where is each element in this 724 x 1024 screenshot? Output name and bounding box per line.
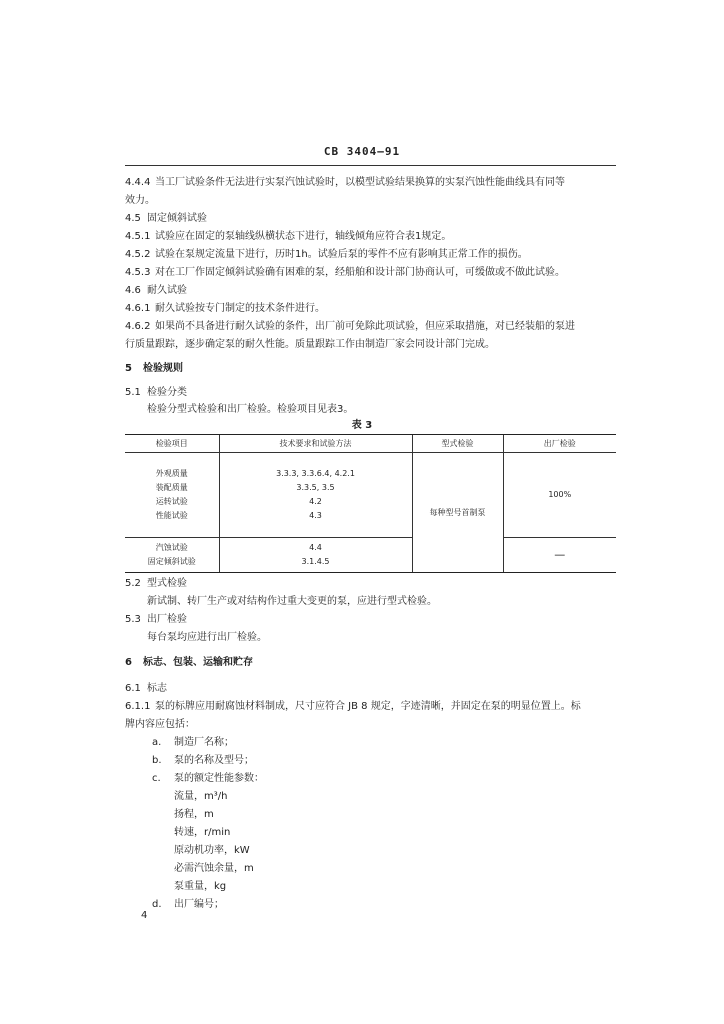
para-4-6-2-cont: 行质量跟踪，逐步确定泵的耐久性能。质量跟踪工作由制造厂家会同设计部门完成。 (125, 339, 495, 350)
item-cell (125, 538, 219, 573)
item-name: 装配质量 (155, 483, 188, 492)
heading-6 (125, 656, 253, 670)
clause-text: 试验应在固定的泵轴线纵横状态下进行，轴线倾角应符合表1规定。 (155, 231, 452, 242)
page-number: 4 (141, 910, 148, 921)
list-text: 出厂编号； (174, 899, 224, 910)
clause-reference: 4.2 (309, 497, 322, 506)
clause-number: 4.5 (125, 213, 141, 224)
clause-number: 4.5.1 (125, 231, 151, 242)
clause-reference: 3.1.4.5 (301, 557, 330, 566)
clause-number: 5.3 (125, 614, 141, 625)
clause-number: 4.6.2 (125, 321, 151, 332)
section-number: 5 (125, 363, 132, 374)
param-head: 扬程，m (174, 809, 214, 820)
factory-test-cell: — (503, 538, 616, 573)
clause-reference: 3.3.5, 3.5 (296, 483, 335, 492)
heading-4-5 (125, 212, 207, 226)
heading-5-1 (125, 386, 187, 400)
col-header-type-test: 型式检验 (412, 435, 503, 453)
list-label: b. (152, 755, 162, 766)
param-power: 原动机功率，kW (174, 845, 250, 856)
table-row (125, 453, 616, 538)
clause-title: 标志 (147, 683, 167, 694)
heading-5-3 (125, 613, 187, 627)
clause-reference: 3.3.3, 3.3.6.4, 4.2.1 (276, 469, 355, 478)
item-name: 性能试验 (155, 511, 188, 520)
header-rule (125, 165, 616, 166)
inspection-items-table (125, 434, 616, 573)
reference-cell (219, 538, 412, 573)
type-test-cell: 每种型号首制泵 (412, 453, 503, 573)
para-5-1: 检验分型式检验和出厂检验。检验项目见表3。 (147, 404, 354, 415)
para-4-5-1 (125, 230, 451, 244)
item-cell (125, 453, 219, 538)
para-4-5-3 (125, 266, 565, 280)
param-speed: 转速，r/min (174, 827, 231, 838)
clause-text: 当工厂试验条件无法进行实泵汽蚀试验时，以模型试验结果换算的实泵汽蚀性能曲线具有同等 (155, 177, 565, 188)
heading-6-1 (125, 682, 167, 696)
clause-text: 耐久试验按专门制定的技术条件进行。 (155, 303, 325, 314)
para-6-1-1-cont: 牌内容应包括： (125, 719, 195, 730)
clause-number: 6.1 (125, 683, 141, 694)
list-item-b (152, 754, 254, 768)
clause-title: 固定倾斜试验 (147, 213, 207, 224)
heading-4-6 (125, 284, 187, 298)
list-item-c (152, 772, 264, 786)
factory-test-cell: 100% (503, 453, 616, 538)
clause-number: 5.1 (125, 387, 141, 398)
clause-title: 检验分类 (147, 387, 187, 398)
list-label: a. (152, 737, 162, 748)
item-name: 外观质量 (155, 469, 188, 478)
clause-text: 如果尚不具备进行耐久试验的条件，出厂前可免除此项试验，但应采取措施，对已经装船的泵进 (155, 321, 575, 332)
para-4-5-2 (125, 248, 528, 262)
col-header-item: 检验项目 (125, 435, 219, 453)
section-title: 标志、包装、运输和贮存 (143, 657, 253, 668)
heading-5 (125, 362, 183, 376)
clause-number: 5.2 (125, 578, 141, 589)
col-header-factory-test: 出厂检验 (503, 435, 616, 453)
para-6-1-1 (125, 700, 581, 714)
para-4-4-4-cont: 效力。 (125, 195, 155, 206)
item-name: 固定倾斜试验 (147, 557, 196, 566)
para-4-6-2 (125, 320, 575, 334)
para-5-3: 每台泵均应进行出厂检验。 (147, 632, 267, 643)
section-title: 检验规则 (143, 363, 183, 374)
clause-text: 试验在泵规定流量下进行，历时1h。试验后泵的零件不应有影响其正常工作的损伤。 (155, 249, 528, 260)
heading-5-2 (125, 577, 187, 591)
clause-text: 泵的标牌应用耐腐蚀材料制成，尺寸应符合 JB 8 规定，字迹清晰，并固定在泵的明显位置上。标 (155, 701, 581, 712)
list-text: 泵的名称及型号； (174, 755, 254, 766)
list-item-d (152, 898, 224, 912)
col-header-requirement: 技术要求和试验方法 (219, 435, 412, 453)
reference-cell (219, 453, 412, 538)
list-label: d. (152, 899, 162, 910)
para-4-6-1 (125, 302, 325, 316)
clause-title: 出厂检验 (147, 614, 187, 625)
table-row (125, 538, 616, 573)
list-item-a (152, 736, 234, 750)
clause-number: 4.6 (125, 285, 141, 296)
list-text: 制造厂名称； (174, 737, 234, 748)
clause-title: 型式检验 (147, 578, 187, 589)
doc-code-header: CB 3404—91 (323, 145, 401, 158)
param-flow: 流量，m³/h (174, 791, 228, 802)
para-5-2: 新试制、转厂生产或对结构作过重大变更的泵，应进行型式检验。 (147, 596, 437, 607)
list-text: 泵的额定性能参数： (174, 773, 264, 784)
clause-number: 4.5.2 (125, 249, 151, 260)
param-weight: 泵重量，kg (174, 881, 227, 892)
table-caption: 表 3 (351, 420, 373, 431)
clause-reference: 4.3 (309, 511, 322, 520)
clause-number: 4.5.3 (125, 267, 151, 278)
list-label: c. (152, 773, 161, 784)
item-name: 汽蚀试验 (155, 543, 188, 552)
section-number: 6 (125, 657, 132, 668)
clause-text: 对在工厂作固定倾斜试验确有困难的泵，经船舶和设计部门协商认可，可缓做或不做此试验。 (155, 267, 565, 278)
clause-reference: 4.4 (309, 543, 322, 552)
clause-title: 耐久试验 (147, 285, 187, 296)
clause-number: 6.1.1 (125, 701, 151, 712)
clause-number: 4.6.1 (125, 303, 151, 314)
para-4-4-4 (125, 176, 565, 190)
table-header-row (125, 435, 616, 453)
clause-number: 4.4.4 (125, 177, 151, 188)
item-name: 运转试验 (155, 497, 188, 506)
param-npsh: 必需汽蚀余量，m (174, 863, 254, 874)
